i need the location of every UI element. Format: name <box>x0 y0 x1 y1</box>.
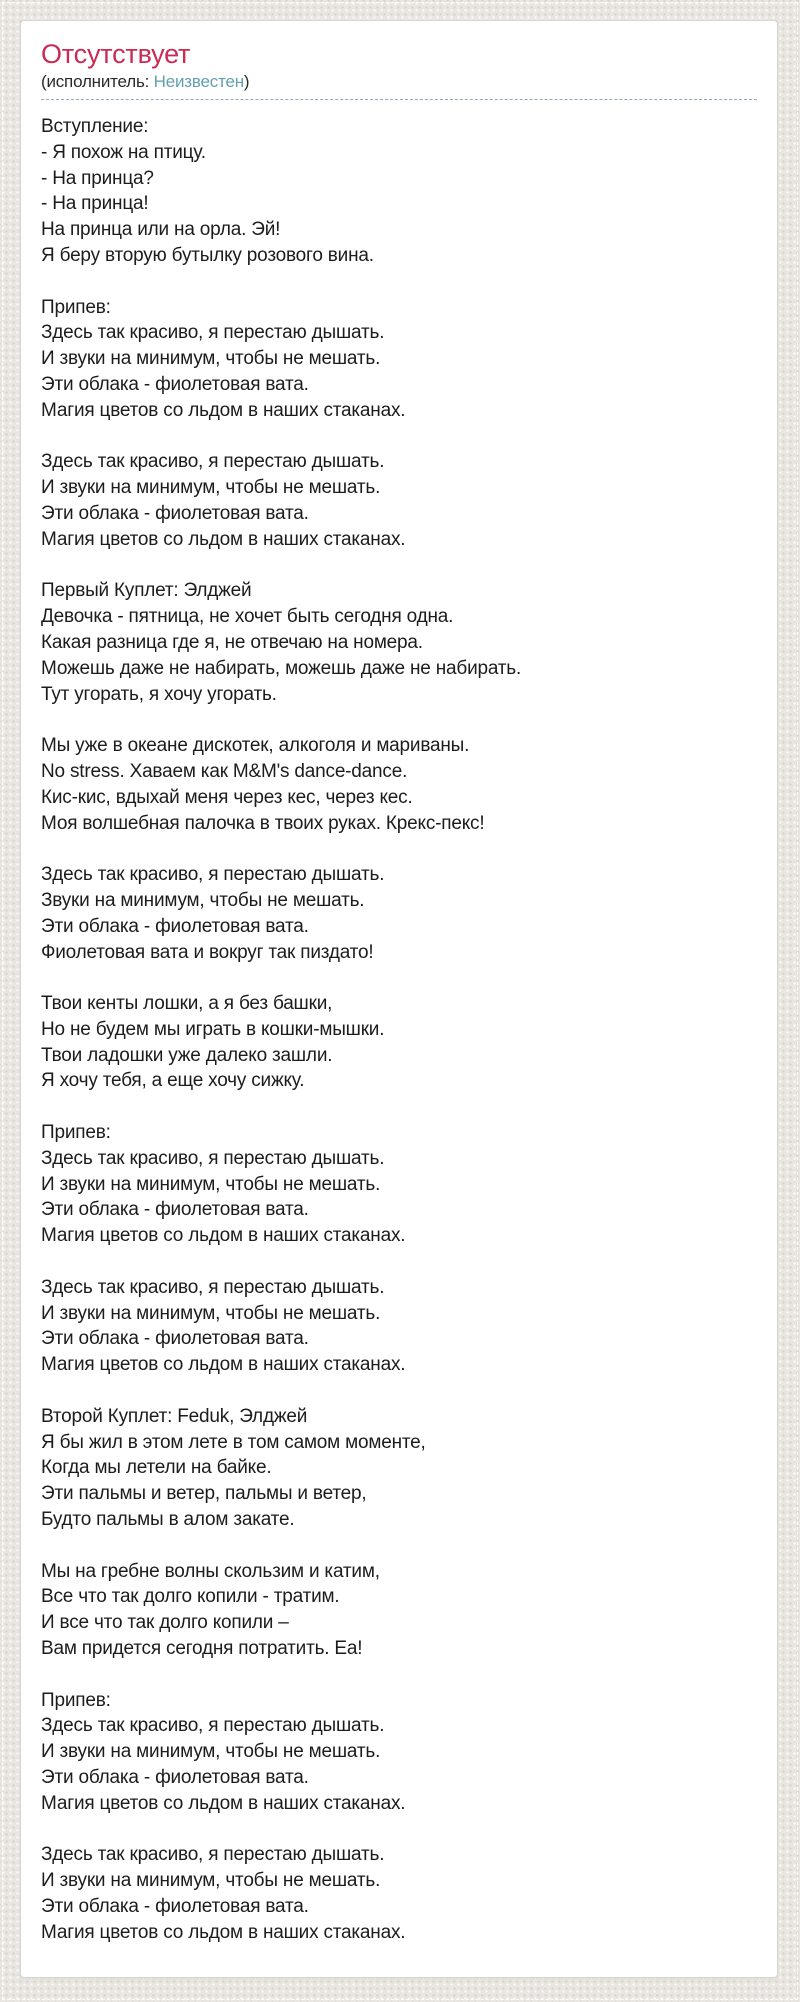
lyric-line: Эти облака - фиолетовая вата. <box>41 1328 309 1350</box>
artist-link[interactable]: Неизвестен <box>153 72 244 91</box>
lyric-line: Девочка - пятница, не хочет быть сегодня одна. <box>41 606 454 628</box>
lyric-line: Мы уже в океане дискотек, алкоголя и мариваны. <box>41 735 470 757</box>
lyric-line: Второй Куплет: Feduk, Элджей <box>41 1405 308 1427</box>
lyric-line: Магия цветов со льдом в наших стаканах. <box>41 1921 406 1943</box>
lyric-line: Но не будем мы играть в кошки-мышки. <box>41 1018 385 1040</box>
lyric-line: И звуки на минимум, чтобы не мешать. <box>41 1870 381 1892</box>
stanza <box>41 733 757 836</box>
lyric-line: И звуки на минимум, чтобы не мешать. <box>41 348 381 370</box>
lyric-line: Здесь так красиво, я перестаю дышать. <box>41 322 385 344</box>
lyric-line: Я беру вторую бутылку розового вина. <box>41 244 374 266</box>
lyric-line: Я бы жил в этом лете в том самом моменте, <box>41 1431 426 1453</box>
page-title: Отсутствует <box>41 39 191 69</box>
artist-prefix: (исполнитель: <box>41 72 154 91</box>
lyric-line: Звуки на минимум, чтобы не мешать. <box>41 889 365 911</box>
artist-suffix: ) <box>243 72 250 91</box>
lyric-line: И звуки на минимум, чтобы не мешать. <box>41 1302 381 1324</box>
stanza <box>41 1842 757 1945</box>
lyric-line: Здесь так красиво, я перестаю дышать. <box>41 1147 385 1169</box>
lyric-line: Когда мы летели на байке. <box>41 1457 272 1479</box>
lyric-line: Магия цветов со льдом в наших стаканах. <box>41 1354 406 1376</box>
lyric-line: Эти пальмы и ветер, пальмы и ветер, <box>41 1483 367 1505</box>
lyric-line: Моя волшебная палочка в твоих руках. Крекс-пекс! <box>41 812 485 834</box>
lyric-line: - На принца? <box>41 167 154 189</box>
stanza <box>41 578 757 707</box>
lyric-line: Мы на гребне волны скользим и катим, <box>41 1560 380 1582</box>
lyric-line: Магия цветов со льдом в наших стаканах. <box>41 399 406 421</box>
lyric-line: Эти облака - фиолетовая вата. <box>41 373 309 395</box>
lyric-line: Эти облака - фиолетовая вата. <box>41 915 309 937</box>
lyric-line: Здесь так красиво, я перестаю дышать. <box>41 1844 385 1866</box>
lyrics <box>41 114 757 1946</box>
lyric-line: - На принца! <box>41 193 149 215</box>
lyric-line: И звуки на минимум, чтобы не мешать. <box>41 477 381 499</box>
lyric-line: Вступление: <box>41 116 149 137</box>
stanza <box>41 1120 757 1249</box>
lyric-line: Магия цветов со льдом в наших стаканах. <box>41 1225 406 1247</box>
stanza <box>41 1404 757 1533</box>
lyric-line: Твои кенты лошки, а я без башки, <box>41 993 333 1015</box>
lyric-line: Эти облака - фиолетовая вата. <box>41 1767 309 1788</box>
lyric-line: Тут угорать, я хочу угорать. <box>41 683 277 705</box>
stanza <box>41 1688 757 1817</box>
stanza <box>41 1275 757 1378</box>
lyrics-card <box>20 20 778 1978</box>
lyric-line: Можешь даже не набирать, можешь даже не набирать. <box>41 657 522 679</box>
lyric-line: Кис-кис, вдыхай меня через кес, через кес. <box>41 786 413 808</box>
lyric-line: И звуки на минимум, чтобы не мешать. <box>41 1741 381 1763</box>
lyric-line: Будто пальмы в алом закате. <box>41 1509 295 1531</box>
lyric-line: Эти облака - фиолетовая вата. <box>41 1199 309 1221</box>
lyric-line: Припев: <box>41 1122 111 1144</box>
stanza <box>41 449 757 552</box>
lyric-line: Какая разница где я, не отвечаю на номера. <box>41 631 423 653</box>
stanza <box>41 114 757 269</box>
lyric-line: - Я похож на птицу. <box>41 141 206 163</box>
stanza <box>41 991 757 1094</box>
lyric-line: Магия цветов со льдом в наших стаканах. <box>41 528 406 550</box>
lyric-line: И все что так долго копили – <box>41 1612 289 1634</box>
lyric-line: Эти облака - фиолетовая вата. <box>41 1895 309 1917</box>
lyric-line: И звуки на минимум, чтобы не мешать. <box>41 1173 381 1195</box>
lyric-line: Магия цветов со льдом в наших стаканах. <box>41 1792 406 1814</box>
lyric-line: Здесь так красиво, я перестаю дышать. <box>41 451 385 473</box>
lyric-line: Здесь так красиво, я перестаю дышать. <box>41 1715 385 1737</box>
lyric-line: No stress. Хаваем как M&M's dance-dance. <box>41 760 408 782</box>
lyric-line: Я хочу тебя, а еще хочу сижку. <box>41 1070 305 1092</box>
lyric-line: Здесь так красиво, я перестаю дышать. <box>41 1276 385 1298</box>
stanza <box>41 295 757 424</box>
stanza <box>41 862 757 965</box>
stanza <box>41 1559 757 1662</box>
lyric-line: Вам придется сегодня потратить. Еа! <box>41 1638 363 1660</box>
lyric-line: Здесь так красиво, я перестаю дышать. <box>41 864 385 886</box>
lyric-line: Фиолетовая вата и вокруг так пиздато! <box>41 941 374 963</box>
lyric-line: Припев: <box>41 1689 111 1711</box>
lyric-line: Твои ладошки уже далеко зашли. <box>41 1044 333 1066</box>
lyric-line: Все что так долго копили - тратим. <box>41 1586 340 1608</box>
lyric-line: На принца или на орла. Эй! <box>41 219 281 241</box>
artist-line <box>41 71 757 100</box>
lyric-line: Припев: <box>41 296 111 318</box>
lyric-line: Первый Куплет: Элджей <box>41 580 252 602</box>
lyric-line: Эти облака - фиолетовая вата. <box>41 502 309 524</box>
